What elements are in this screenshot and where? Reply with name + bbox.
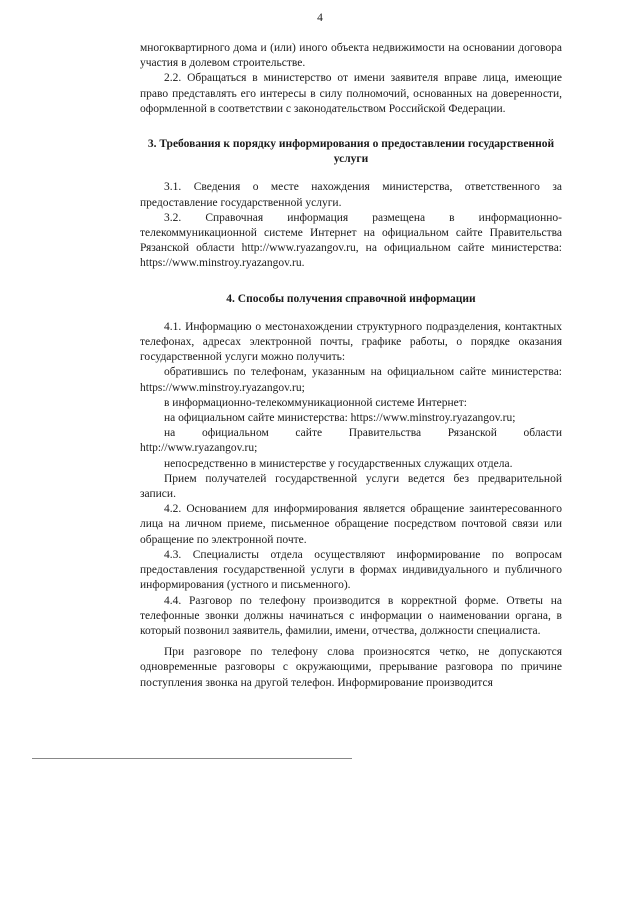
paragraph-4-1-internet: в информационно-телекоммуникационной системе Интернет: (164, 396, 467, 409)
page-number: 4 (317, 12, 323, 24)
paragraph-3-1: 3.1. Сведения о месте нахождения министерства, ответственного за предоставление государственной услуги. (140, 181, 562, 209)
spacer (140, 272, 562, 292)
paragraph-continuation: многоквартирного дома и (или) иного объекта недвижимости на основании договора участия в долевом строительстве. (140, 42, 562, 70)
paragraph-4-1-reception: Прием получателей государственной услуги ведется без предварительной записи. (140, 472, 562, 501)
paragraph-4-1-phone: обратившись по телефонам, указанным на официальном сайте министерства: https://www.minstroy.ryazangov.ru; (140, 366, 562, 394)
document-body (140, 41, 562, 691)
spacer (140, 167, 562, 180)
paragraph-4-5: При разговоре по телефону слова произносятся четко, не допускаются одновременные разговоры с окружающими, прерывание разговора по причине поступления звонка на другой телефон. Информирование производится (140, 646, 562, 689)
footnote-separator (32, 758, 352, 759)
section-4-heading: 4. Способы получения справочной информации (226, 292, 476, 305)
paragraph-4-1-in-person: непосредственно в министерстве у государственных служащих отдела. (164, 457, 513, 470)
spacer (140, 117, 562, 137)
paragraph-3-2: 3.2. Справочная информация размещена в информационно-телекоммуникационной системе Интернет на официальном сайте Правительства Рязанской области http://www.ryazangov.ru, на официальном сайте министерства: https://www.minstroy.ryazangov.ru. (140, 211, 562, 270)
paragraph-4-1-government-site: на официальном сайте Правительства Рязанской области http://www.ryazangov.ru; (140, 427, 562, 455)
paragraph-4-4: 4.4. Разговор по телефону производится в корректной форме. Ответы на телефонные звонки должны начинаться с информации о наименовании органа, в который позвонил заявитель, фамилии, имени, отчества, должности специалиста. (140, 594, 562, 637)
spacer (140, 307, 562, 320)
paragraph-2-2: 2.2. Обращаться в министерство от имени заявителя вправе лица, имеющие право представлять его интересы в силу полномочий, основанных на доверенности, оформленной в соответствии с законодательством Российской Федерации. (140, 72, 562, 115)
paragraph-4-1: 4.1. Информацию о местонахождении структурного подразделения, контактных телефонах, адресах электронной почты, графике работы, о порядке оказания государственной услуги можно получить: (140, 320, 562, 364)
paragraph-4-3: 4.3. Специалисты отдела осуществляют информирование по вопросам предоставления государственной услуги в формах индивидуального и публичного информирования (устного и письменного). (140, 548, 562, 592)
section-3-heading: 3. Требования к порядку информирования о предоставлении государственной услуги (147, 138, 555, 166)
paragraph-4-1-ministry-site: на официальном сайте министерства: https://www.minstroy.ryazangov.ru; (164, 412, 516, 425)
paragraph-4-2: 4.2. Основанием для информирования является обращение заинтересованного лица на личном приеме, письменное обращение посредством почтовой связи или обращение по электронной почте. (140, 503, 562, 546)
